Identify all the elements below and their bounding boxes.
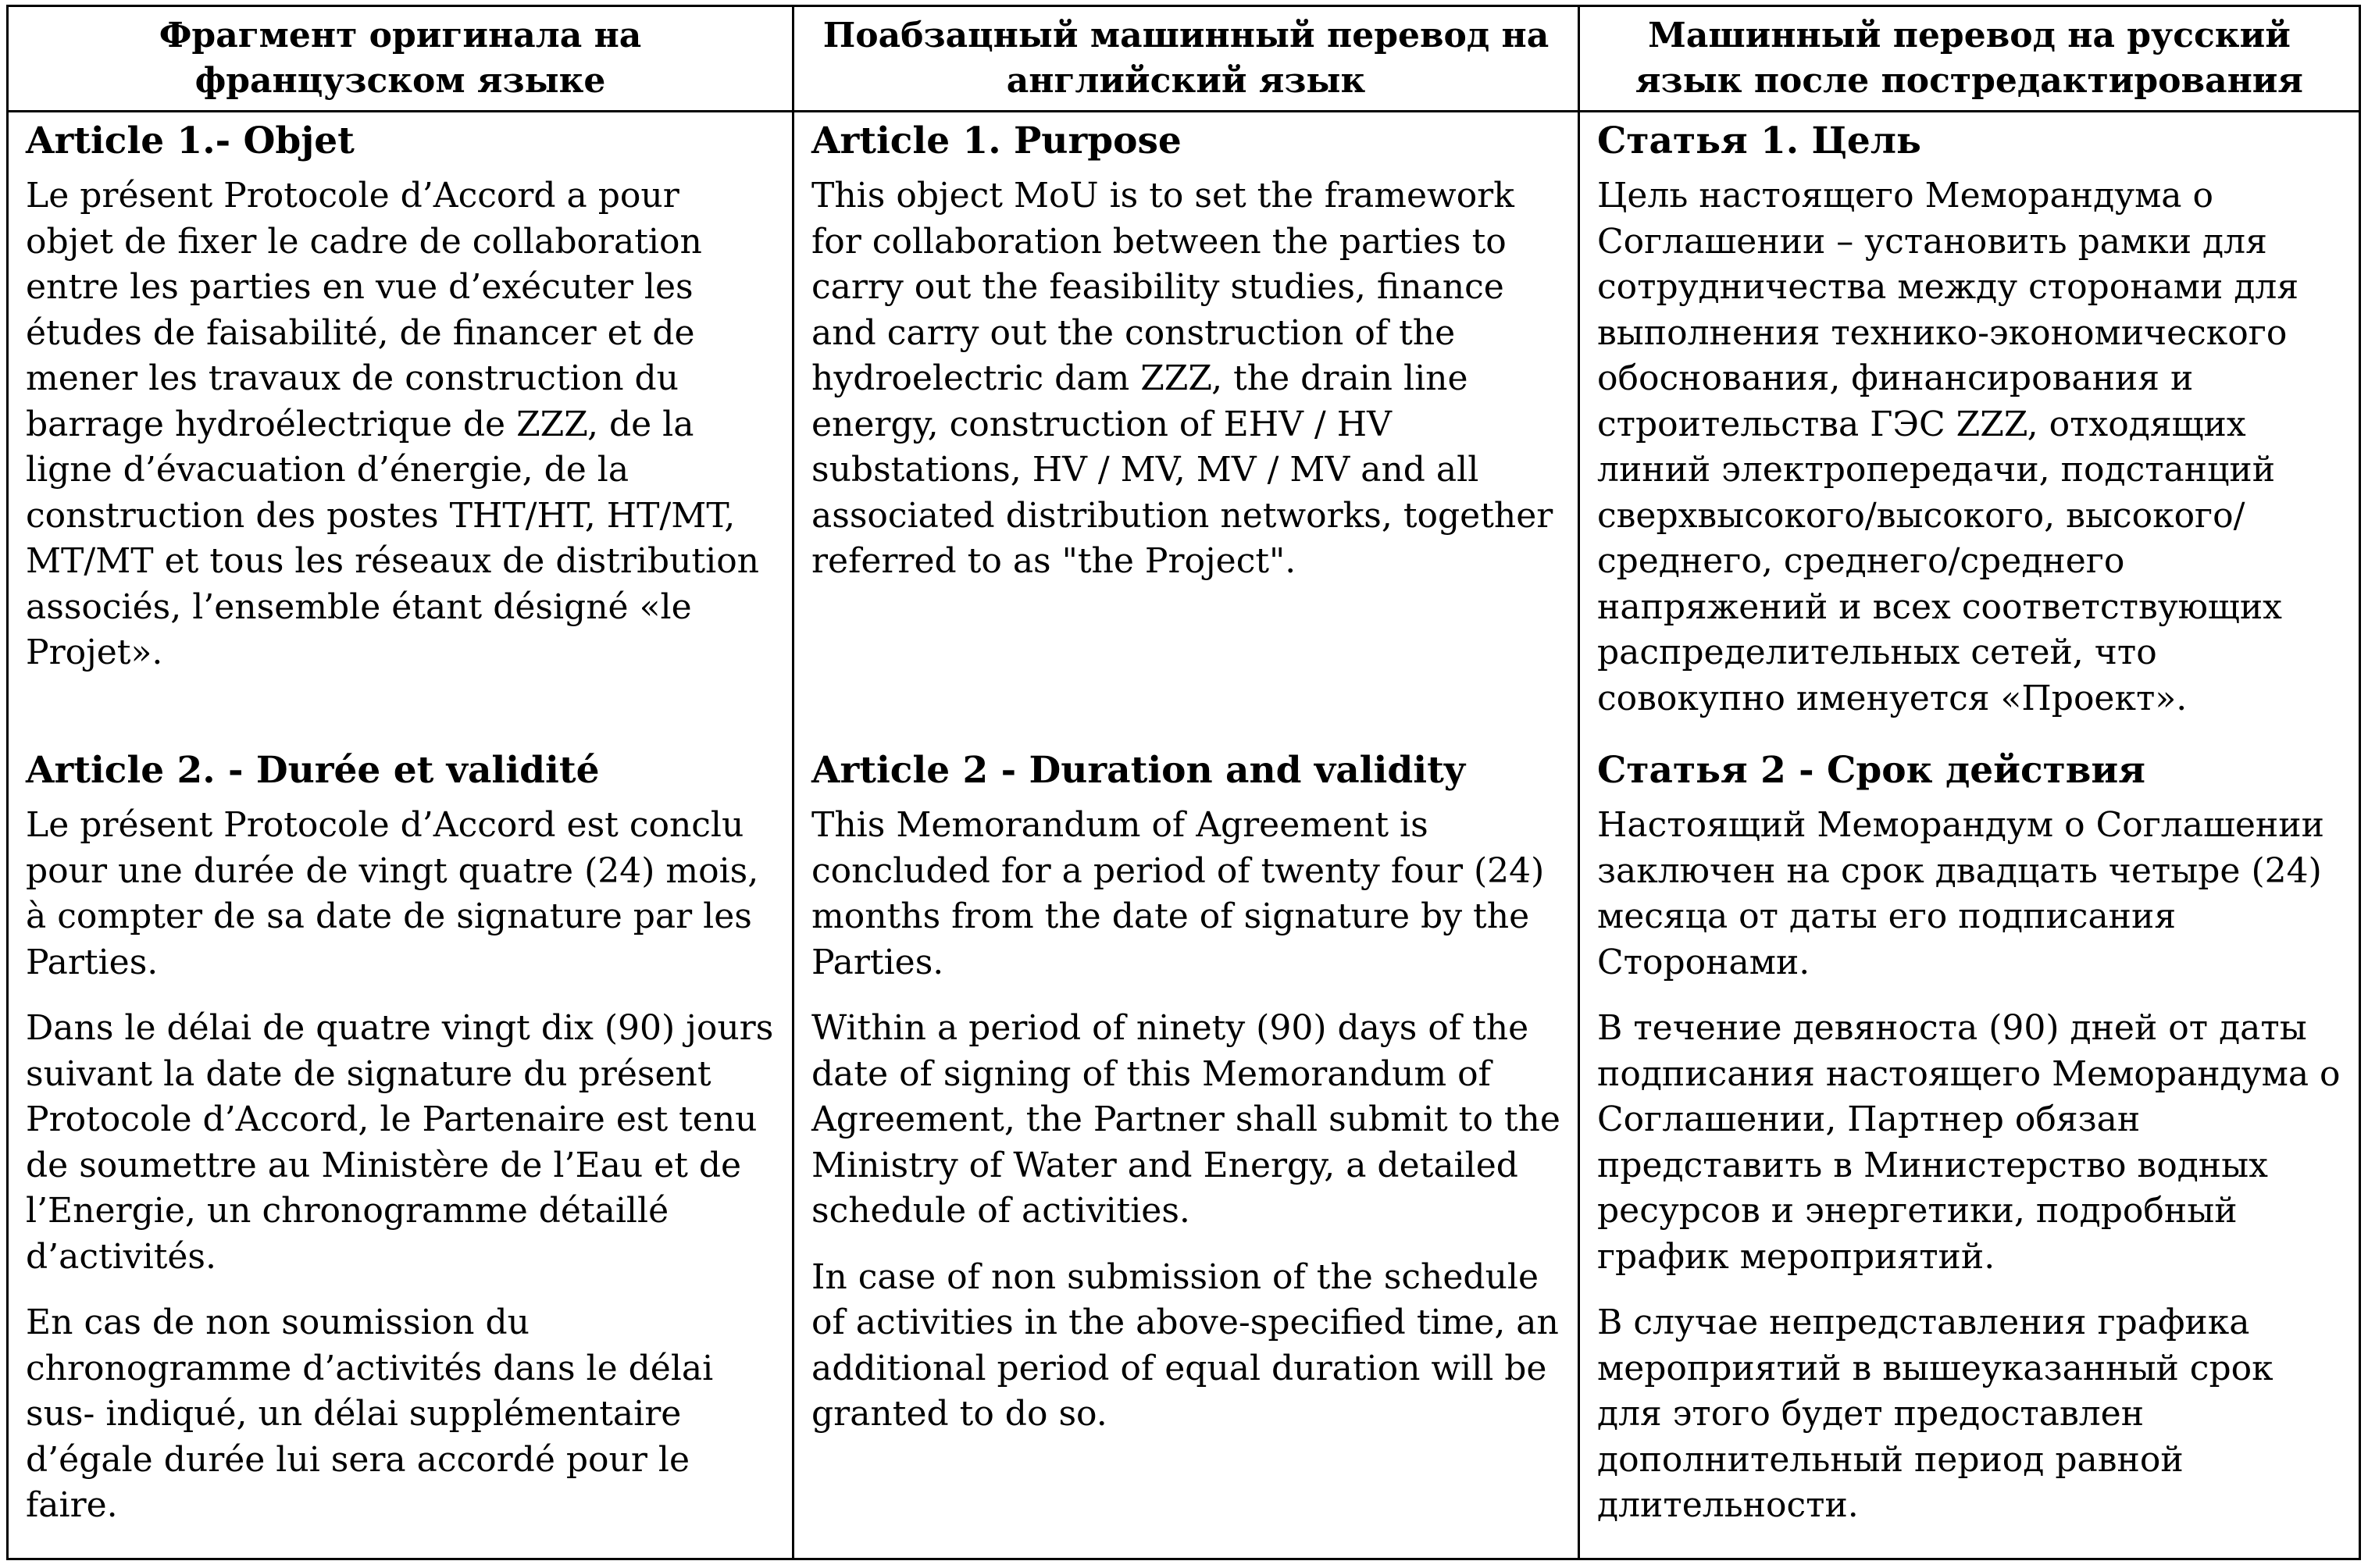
article-1-paragraph-ru: Цель настоящего Меморандума о Соглашении – установить рамки для сотрудничества между сторонами для выполнения технико-экономического обоснования, финансирования и строительства ГЭС ZZZ, отходящих линий электропередачи, подстанций сверхвысокого/высокого, высокого/среднего, среднего/среднего напряжений и всех соответствующих распределительных сетей, что совокупно именуется «Проект». — [1597, 176, 2299, 718]
article-2-title-fr: Article 2. - Durée et validité — [26, 749, 600, 792]
article-2-paragraph-en-2: Within a period of ninety (90) days of the date of signing of this Memorandum of Agreement, the Partner shall submit to the Ministry of Water and Energy, a detailed schedule of activities. — [811, 1008, 1560, 1231]
article-2-paragraph-fr-2: Dans le délai de quatre vingt dix (90) jours suivant la date de signature du présent Protocole d’Accord, le Partenaire est tenu de soumettre au Ministère de l’Eau et de l’Energie, un chronogramme détaillé d’activités. — [26, 1008, 774, 1277]
header-english-machine-translation: Поабзацный машинный перевод на английский язык — [793, 6, 1579, 112]
article-2-paragraph-en-1: This Memorandum of Agreement is concluded for a period of twenty four (24) months from the date of signature by the Parties. — [811, 805, 1545, 982]
article-1-title-en: Article 1. Purpose — [811, 119, 1182, 162]
article-2-title-en: Article 2 - Duration and validity — [811, 749, 1466, 792]
article-2-paragraph-ru-3: В случае непредставления графика мероприятий в вышеуказанный срок для этого будет предоставлен дополнительный период равной длительности. — [1597, 1303, 2273, 1525]
cell-article-2-english — [793, 742, 1579, 1559]
article-1-title-ru: Статья 1. Цель — [1597, 119, 1921, 162]
article-2-paragraph-ru-1: Настоящий Меморандум о Соглашении заключен на срок двадцать четыре (24) месяца от даты его подписания Сторонами. — [1597, 805, 2324, 982]
table-row-article-2 — [8, 742, 2360, 1559]
cell-article-1-english — [793, 112, 1579, 743]
cell-article-1-french — [8, 112, 793, 743]
table-row-article-1 — [8, 112, 2360, 743]
article-2-title-ru: Статья 2 - Срок действия — [1597, 749, 2146, 792]
cell-article-2-french — [8, 742, 793, 1559]
cell-article-2-russian — [1579, 742, 2360, 1559]
article-1-paragraph-fr: Le présent Protocole d’Accord a pour objet de fixer le cadre de collaboration entre les parties en vue d’exécuter les études de faisabilité, de financer et de mener les travaux de construction du barrage hydroélectrique de ZZZ, de la ligne d’évacuation d’énergie, de la construction des postes THT/HT, HT/MT, MT/MT et tous les réseaux de distribution associés, l’ensemble étant désigné «le Projet». — [26, 176, 760, 672]
header-french-original: Фрагмент оригинала на французском языке — [8, 6, 793, 112]
translation-comparison-table — [6, 5, 2361, 1560]
header-russian-post-edited: Машинный перевод на русский язык после постредактирования — [1579, 6, 2360, 112]
article-2-paragraph-ru-2: В течение девяноста (90) дней от даты подписания настоящего Меморандума о Соглашении, Партнер обязан представить в Министерство водных ресурсов и энергетики, подробный график мероприятий. — [1597, 1008, 2341, 1277]
article-2-paragraph-fr-3: En cas de non soumission du chronogramme d’activités dans le délai sus- indiqué, un délai supplémentaire d’égale durée lui sera accordé pour le faire. — [26, 1303, 714, 1525]
article-1-title-fr: Article 1.- Objet — [26, 119, 355, 162]
cell-article-1-russian — [1579, 112, 2360, 743]
article-2-paragraph-en-3: In case of non submission of the schedule of activities in the above-specified time, an additional period of equal duration will be granted to do so. — [811, 1256, 1559, 1434]
article-1-paragraph-en: This object MoU is to set the framework for collaboration between the parties to carry out the feasibility studies, finance and carry out the construction of the hydroelectric dam ZZZ, the drain line energy, construction of EHV / HV substations, HV / MV, MV / MV and all associated distribution networks, together referred to as "the Project". — [811, 176, 1553, 581]
header-row — [8, 6, 2360, 112]
article-2-paragraph-fr-1: Le présent Protocole d’Accord est conclu pour une durée de vingt quatre (24) mois, à compter de sa date de signature par les Parties. — [26, 805, 759, 982]
